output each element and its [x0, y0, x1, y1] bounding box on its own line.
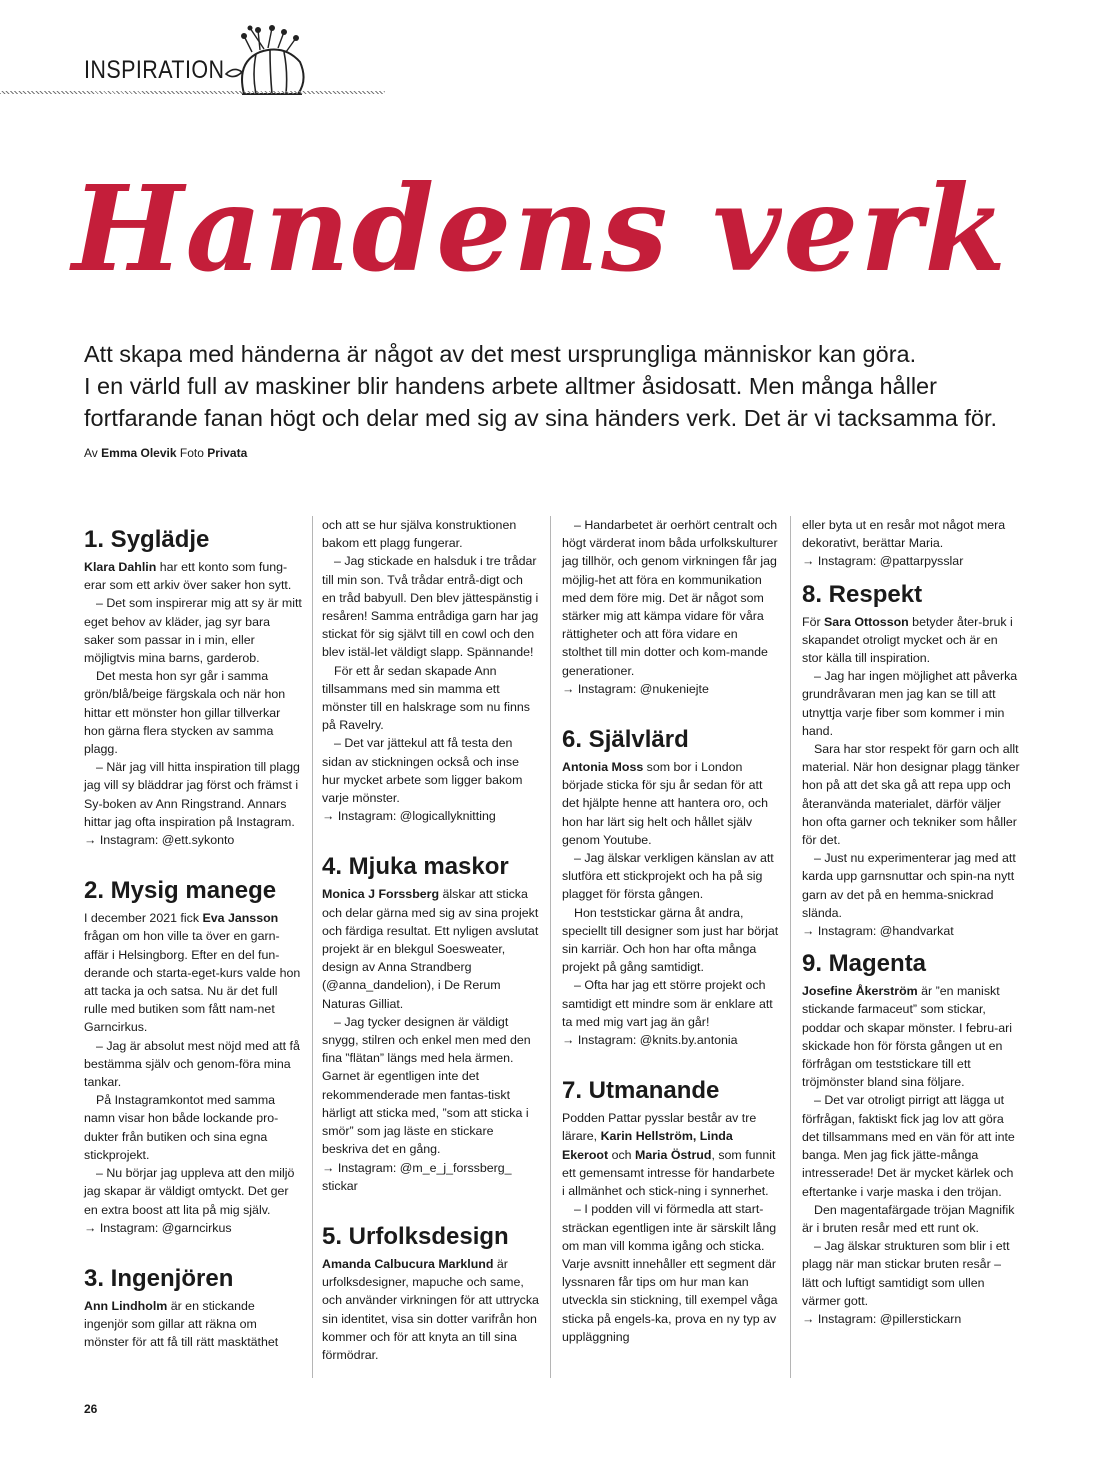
paragraph [84, 558, 302, 594]
section-label: INSPIRATION [84, 56, 225, 84]
byline-photo-label: Foto [179, 446, 204, 460]
paragraph: – Just nu experimenterar jag med att karda upp garnsnuttar och spin-na nytt garn av det på en hemma-snickrad slända. [802, 851, 1016, 920]
ingress-line: Att skapa med händerna är något av det mest ursprungliga människor kan göra. [84, 341, 917, 367]
paragraph: För ett år sedan skapade Ann tillsammans med sin mamma ett mönster till en halskrage som nu finns på Ravelry. [322, 663, 530, 733]
paragraph: – Jag stickade en halsduk i tre trådar till min son. Två trådar entrå-digt och en tråd babyull. Den blev jättespänstig i resåren! Samma entrådiga garn har jag stickat för sig självt till en cowl och den blev istäl-let väldigt slapp. Spännande! [322, 554, 539, 660]
paragraph-prefix: För [802, 614, 825, 629]
paragraph: – När jag vill hitta inspiration till plagg jag vill sy bläddrar jag först och främst i Sy-boken av Ann Ringstrand. Annars hittar jag ofta inspiration på Instagram. [84, 760, 300, 829]
instagram-handle: → Instagram: @pillerstickarn [802, 1311, 962, 1326]
person-name: Monica J Forssberg [322, 887, 440, 902]
paragraph [322, 1255, 540, 1364]
byline [84, 446, 247, 460]
paragraph-text: älskar att sticka och delar gärna med sig av sina projekt och färdiga resultat. Ett nyligen avslutat projekt är en blekgul Soesweater, design av Anna Strandberg (@anna_dandelion), i De Rerum Naturas Gilliat. [322, 887, 539, 1011]
paragraph-text: är urfolksdesigner, mapuche och same, och använder virkningen för att uttrycka sin identitet, visa sin dotter varifrån hon kommer och för att knyta an till sina förmödrar. [322, 1256, 539, 1362]
byline-author: Emma Olevik [101, 446, 177, 460]
paragraph: – Jag tycker designen är väldigt snygg, stilren och enkel men med den fina ”flätan” längs med hela ärmen. Garnet är egentligen inte det rekommenderade men fantas-tiskt härligt att sticka med, ”som att sticka i smör” som jag läste en stickare beskriva det en gång. [322, 1014, 531, 1157]
paragraph-text: är ”en maniskt stickande farmaceut” som stickar, poddar och skapar mönster. I febru-ari skickade hon för första gången ut en förfrågan om teststickare till ett tröjmönster bland sina följare. [802, 984, 1013, 1090]
ingress [84, 338, 1034, 434]
byline-photo: Privata [207, 446, 248, 460]
paragraph-text: har ett konto som fung-erar som ett arkiv över saker hon sytt. [84, 560, 292, 593]
paragraph: Sara har stor respekt för garn och allt material. När hon designar plagg tänker hon på att det ska gå att repa upp och återanvända materialet, därför väljer hon ofta garner och tekniker som håller för det. [802, 742, 1020, 848]
paragraph [802, 982, 1020, 1091]
column-divider [790, 516, 791, 1378]
paragraph-text: är en stickande ingenjör som gillar att räkna om mönster för att få till rätt masktäthet [84, 1298, 279, 1350]
instagram-handle: → Instagram: @m_e_j_forssberg_ stickar [322, 1160, 512, 1193]
person-name: Karin Hellström, Linda Ekeroot [562, 1129, 733, 1162]
spacer [322, 1195, 540, 1213]
byline-prefix: Av [84, 446, 98, 460]
paragraph [322, 885, 540, 1012]
paragraph: – Jag älskar strukturen som blir i ett plagg när man stickar bruten resår – lätt och luftigt samtidigt som ullen värmer gott. [802, 1239, 1010, 1308]
section-heading: 4. Mjuka maskor [322, 853, 509, 881]
column-divider [312, 516, 313, 1378]
paragraph-text: Podden Pattar pysslar består av tre lärare, [562, 1111, 757, 1144]
instagram-handle: → Instagram: @garncirkus [84, 1220, 232, 1235]
section-heading: 7. Utmanande [562, 1077, 720, 1105]
spacer [322, 825, 540, 843]
paragraph [562, 758, 780, 849]
paragraph: – Det var jättekul att få testa den sidan av stickningen också och inse hur mycket arbete som ligger bakom varje mönster. [322, 736, 523, 806]
instagram-handle: → Instagram: @knits.by.antonia [562, 1033, 738, 1048]
section-heading: 2. Mysig manege [84, 877, 277, 905]
article-column-2 [322, 516, 540, 1364]
paragraph: – Jag har ingen möjlighet att påverka grundråvaran men jag kan se till att utnyttja varje fiber som kommer i min hand. [802, 669, 1018, 738]
spacer [84, 1237, 302, 1255]
paragraph-text: som bor i London började sticka för sju år sedan för att det hjälpte henne att hantera oro, och hon har lärt sig helt och hållet själv genom Youtube. [562, 760, 768, 847]
paragraph: Den magentafärgade tröjan Magnifik är i bruten resår med ett runt ok. [802, 1202, 1015, 1235]
article-column-4 [802, 516, 1020, 1328]
section-heading: 5. Urfolksdesign [322, 1222, 509, 1250]
person-name: Eva Jansson [202, 911, 279, 926]
paragraph: eller byta ut en resår mot något mera dekorativt, berättar Maria. [802, 518, 1006, 551]
paragraph: Det mesta hon syr går i samma grön/blå/beige färgskala och när hon hittar ett mönster hon gillar tillverkar hon gärna flera stycken av samma plagg. [84, 669, 286, 757]
spacer [562, 1049, 780, 1067]
paragraph: – Jag är absolut mest nöjd med att få bestämma själv och genom-föra mina tankar. [84, 1038, 300, 1090]
paragraph-prefix: I december 2021 fick [84, 911, 203, 926]
spacer [84, 849, 302, 867]
page-number: 26 [84, 1402, 98, 1416]
ingress-line: fortfarande fanan högt och delar med sig av sina händers verk. Det är vi tacksamma för. [84, 405, 998, 431]
instagram-handle: → Instagram: @logicallyknitting [322, 809, 496, 824]
person-name: Antonia Moss [562, 760, 644, 775]
paragraph [562, 1109, 780, 1200]
paragraph: – Det som inspirerar mig att sy är mitt eget behov av kläder, jag syr bara saker som passar in i min, eller möjligtvis mina barns, garderob. [84, 596, 302, 666]
instagram-handle: → Instagram: @ett.sykonto [84, 833, 235, 848]
paragraph-text: och [608, 1147, 636, 1162]
paragraph: – I podden vill vi förmedla att start-sträckan egentligen inte är särskilt lång om man vill komma igång och sticka. Varje avsnitt innehåller ett segment där lyssnaren får tips om hur man kan utveckla sin stickning, till exempel våga sticka på engels-ka, prova en ny typ av uppläggning [562, 1202, 778, 1344]
paragraph: – Nu börjar jag uppleva att den miljö jag skapar är väldigt omtyckt. Det ger en extra boost att lita på mig själv. [84, 1166, 295, 1217]
paragraph [84, 909, 302, 1036]
headline: Handens verk [72, 159, 1009, 298]
article-column-3 [562, 516, 780, 1346]
pincushion-icon [222, 22, 308, 98]
paragraph: – Handarbetet är oerhört centralt och högt värderat inom båda urfolkskulturer jag tillhör, och genom virkningen får jag möjlig-het att föra en kommunikation med dem före mig. Det är något som stärker mig att kämpa vidare för våra rättigheter och att föra vidare en stolthet till min dotter och kom-mande generationer. [562, 518, 778, 678]
person-name: Ann Lindholm [84, 1298, 168, 1313]
spacer [562, 698, 780, 716]
paragraph: På Instagramkontot med samma namn visar hon både lockande pro-dukter från butiken och sina egna stickprojekt. [84, 1093, 279, 1162]
paragraph: – Jag älskar verkligen känslan av att slutföra ett stickprojekt och ha på sig plagget för första gången. [562, 851, 774, 902]
paragraph-text: , som funnit ett gemensamt intresse för handarbete i allmänhet och stick-ning i synnerhet. [562, 1147, 776, 1199]
person-name: Klara Dahlin [84, 560, 157, 574]
column-divider [550, 516, 551, 1378]
article-column-1 [84, 516, 302, 1352]
paragraph-text: betyder åter-bruk i skapandet otroligt mycket och är en stor källa till inspiration. [802, 614, 1013, 666]
section-heading: 1. Syglädje [84, 526, 210, 553]
person-name: Sara Ottosson [824, 614, 909, 629]
instagram-handle: → Instagram: @pattarpysslar [802, 554, 964, 569]
paragraph [802, 613, 1020, 668]
paragraph: Hon teststickar gärna åt andra, speciellt till designer som just har börjat sin karriär. Och hon har ofta många projekt på gång samtidigt. [562, 905, 779, 975]
section-heading: 3. Ingenjören [84, 1264, 234, 1292]
person-name: Amanda Calbucura Marklund [322, 1256, 494, 1271]
paragraph [84, 1297, 302, 1352]
person-name: Josefine Åkerström [802, 984, 918, 999]
instagram-handle: → Instagram: @handvarkat [802, 924, 954, 939]
paragraph-text: frågan om hon ville ta över en garn-affär i Helsingborg. Efter en del fun-derande och starta-eget-kurs valde hon att tacka ja och satsa. Nu är det full rulle med butiken som fått nam-net Garncirkus. [84, 929, 301, 1035]
paragraph: och att se hur själva konstruktionen bakom ett plagg fungerar. [322, 518, 517, 551]
section-heading: 6. Självlärd [562, 726, 689, 754]
instagram-handle: → Instagram: @nukeniejte [562, 681, 709, 696]
section-heading: 9. Magenta [802, 950, 927, 978]
decorative-rule [0, 91, 385, 94]
ingress-line: I en värld full av maskiner blir handens arbete alltmer åsidosatt. Men många håller [84, 373, 937, 399]
paragraph: – Ofta har jag ett större projekt och samtidigt ett mindre som är enklare att ta med mig vart jag än går! [562, 978, 773, 1029]
section-heading: 8. Respekt [802, 580, 923, 608]
person-name: Maria Östrud [635, 1147, 712, 1162]
paragraph: – Det var otroligt pirrigt att lägga ut förfrågan, faktiskt fick jag lov att göra det tillsammans med en vän för att inte banga. Men jag fick jätte-många intresserade! Det är mycket kärlek och eftertanke i varje maska i den tröjan. [802, 1093, 1015, 1199]
